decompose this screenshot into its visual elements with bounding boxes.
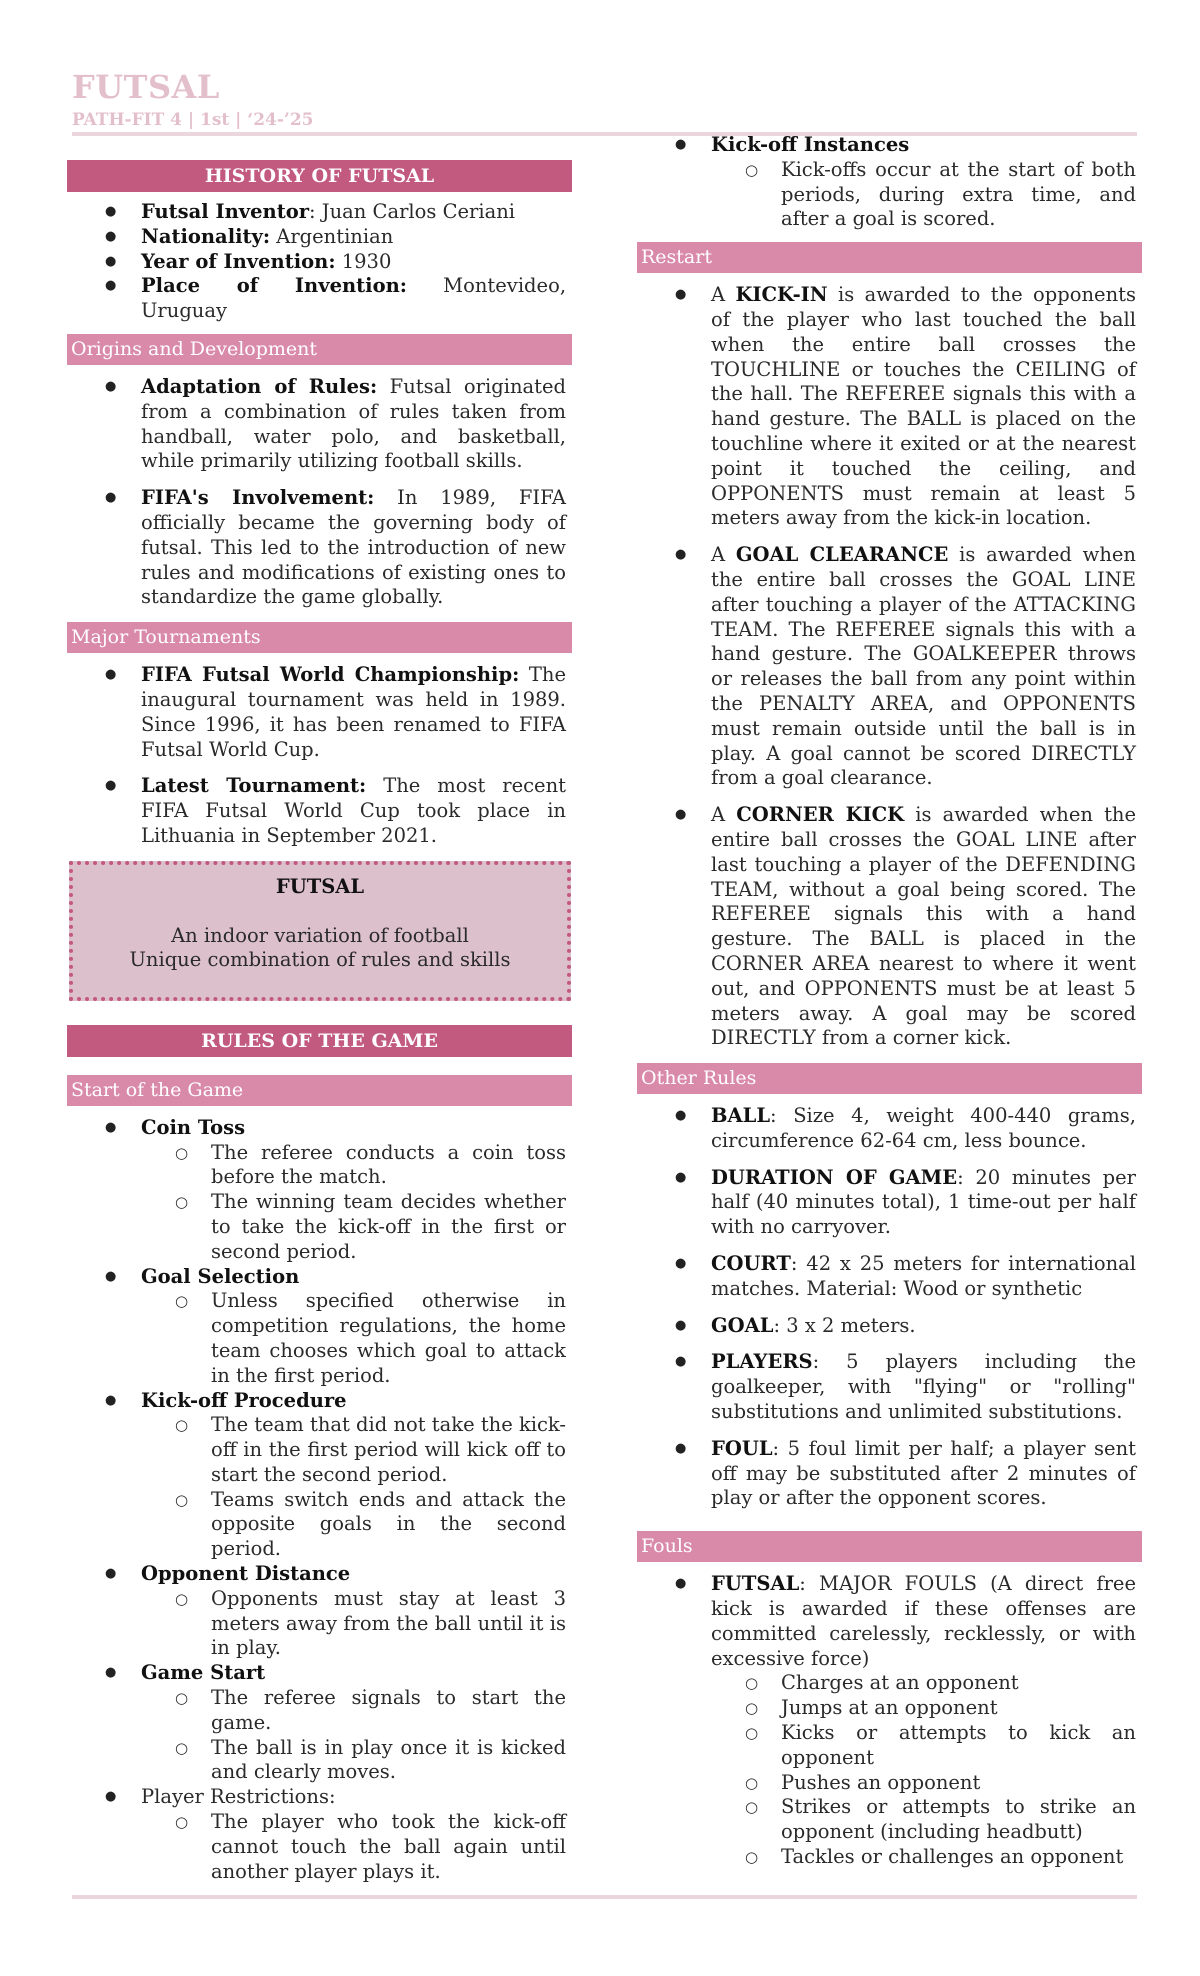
- sub-list-item: ○ The referee signals to start the game.: [141, 1686, 566, 1736]
- sub-list-item: ○ Teams switch ends and attack the opposite goals in the second period.: [141, 1488, 566, 1562]
- sub-list-item: ○ The team that did not take the kick-off in the first period will kick off to start the second period.: [141, 1413, 566, 1487]
- list-item: ● Player Restrictions: ○ The player who took the kick-off cannot touch the ball again until another player plays it.: [67, 1785, 572, 1884]
- list-item: ● COURT: 42 x 25 meters for international matches. Material: Wood or synthetic: [637, 1252, 1142, 1302]
- other-rules-list: [637, 1104, 1142, 1511]
- restart-list: [637, 283, 1142, 1051]
- list-item: ● FOUL: 5 foul limit per half; a player sent off may be substituted after 2 minutes of play or after the opponent scores.: [637, 1437, 1142, 1511]
- restart-heading: Restart: [637, 242, 1142, 273]
- list-item: ● Kick-off Instances ○ Kick-offs occur at the start of both periods, during extra time, and after a goal is scored.: [637, 133, 1142, 232]
- list-item: ● FIFA Futsal World Championship: The inaugural tournament was held in 1989. Since 1996, it has been renamed to FIFA Futsal World Cup.: [67, 663, 572, 762]
- page-subtitle: PATH-FIT 4 | 1st | ‘24-’25: [72, 110, 314, 130]
- list-item: ● Place of Invention: Montevideo, Uruguay: [67, 274, 572, 324]
- tournaments-list: [67, 663, 572, 849]
- list-item: ● A GOAL CLEARANCE is awarded when the entire ball crosses the GOAL LINE after touching a player of the ATTACKING TEAM. The REFEREE signals this with a hand gesture. The GOALKEEPER throws or releases the ball from any point within the PENALTY AREA, and OPPONENTS must remain outside until the ball is in play. A goal cannot be scored DIRECTLY from a goal clearance.: [637, 543, 1142, 791]
- list-item: ● FIFA's Involvement: In 1989, FIFA officially became the governing body of futsal. This led to the introduction of new rules and modifications of existing ones to standardize the game globally.: [67, 486, 572, 610]
- callout-line: Unique combination of rules and skills: [129, 948, 511, 972]
- sub-list-item: ○ Opponents must stay at least 3 meters away from the ball until it is in play.: [141, 1587, 566, 1661]
- list-item: ● Nationality: Argentinian: [67, 225, 572, 250]
- fouls-list: [637, 1572, 1142, 1870]
- history-heading: HISTORY OF FUTSAL: [67, 160, 572, 192]
- list-item: ● PLAYERS: 5 players including the goalkeeper, with "flying" or "rolling" substitutions and unlimited substitutions.: [637, 1350, 1142, 1424]
- callout-title: FUTSAL: [275, 874, 365, 898]
- start-heading: Start of the Game: [67, 1075, 572, 1106]
- list-item: ● A KICK-IN is awarded to the opponents of the player who last touched the ball when the entire ball crosses the TOUCHLINE or touches the CEILING of the hall. The REFEREE signals this with a hand gesture. The BALL is placed on the touchline where it exited or at the nearest point it touched the ceiling, and OPPONENTS must remain at least 5 meters away from the kick-in location.: [637, 283, 1142, 531]
- left-column: [67, 160, 572, 1884]
- right-column: [637, 133, 1142, 1870]
- sub-list-item: ○ Charges at an opponent: [711, 1671, 1136, 1696]
- tournaments-heading: Major Tournaments: [67, 622, 572, 653]
- kickoff-instances-list: [637, 133, 1142, 232]
- list-item: ● Opponent Distance ○ Opponents must stay at least 3 meters away from the ball until it is in play.: [67, 1562, 572, 1661]
- list-item: ● Goal Selection ○ Unless specified otherwise in competition regulations, the home team chooses which goal to attack in the first period.: [67, 1265, 572, 1389]
- sub-list-item: ○ Kick-offs occur at the start of both periods, during extra time, and after a goal is scored.: [711, 158, 1136, 232]
- list-item: ● FUTSAL: MAJOR FOULS (A direct free kick is awarded if these offenses are committed carelessly, recklessly, or with excessive force) ○ Charges at an opponent ○ Jumps at an opponent ○ Kicks or attempts to kick an opponent ○ Pushes an opponent ○ Strikes or attempts to strike an opponent (including headbutt) ○ Tackles or challenges an opponent: [637, 1572, 1142, 1870]
- sub-list-item: ○ Unless specified otherwise in competition regulations, the home team chooses which goal to attack in the first period.: [141, 1289, 566, 1388]
- sub-list-item: ○ The referee conducts a coin toss before the match.: [141, 1141, 566, 1191]
- fouls-heading: Fouls: [637, 1531, 1142, 1562]
- futsal-callout-box: [69, 861, 571, 1001]
- list-item: ● Game Start ○ The referee signals to start the game. ○ The ball is in play once it is kicked and clearly moves.: [67, 1661, 572, 1785]
- list-item: ● Year of Invention: 1930: [67, 250, 572, 275]
- sub-list-item: ○ Jumps at an opponent: [711, 1696, 1136, 1721]
- sub-list-item: ○ The winning team decides whether to take the kick-off in the first or second period.: [141, 1190, 566, 1264]
- start-of-game-list: [67, 1116, 572, 1885]
- callout-line: An indoor variation of football: [171, 923, 469, 947]
- origins-heading: Origins and Development: [67, 334, 572, 365]
- list-item: ● BALL: Size 4, weight 400-440 grams, circumference 62-64 cm, less bounce.: [637, 1104, 1142, 1154]
- origins-list: [67, 375, 572, 610]
- sub-list-item: ○ The ball is in play once it is kicked and clearly moves.: [141, 1736, 566, 1786]
- sub-list-item: ○ Kicks or attempts to kick an opponent: [711, 1721, 1136, 1771]
- list-item: ● Futsal Inventor: Juan Carlos Ceriani: [67, 200, 572, 225]
- bottom-divider: [72, 1895, 1137, 1899]
- list-item: ● A CORNER KICK is awarded when the entire ball crosses the GOAL LINE after last touching a player of the DEFENDING TEAM, without a goal being scored. The REFEREE signals this with a hand gesture. The BALL is placed in the CORNER AREA nearest to where it went out, and OPPONENTS must be at least 5 meters away. A goal may be scored DIRECTLY from a corner kick.: [637, 803, 1142, 1051]
- list-item: ● Coin Toss ○ The referee conducts a coin toss before the match. ○ The winning team decides whether to take the kick-off in the first or second period.: [67, 1116, 572, 1265]
- sub-list-item: ○ Tackles or challenges an opponent: [711, 1845, 1136, 1870]
- rules-heading: RULES OF THE GAME: [67, 1025, 572, 1057]
- list-item: ● Latest Tournament: The most recent FIFA Futsal World Cup took place in Lithuania in September 2021.: [67, 774, 572, 848]
- list-item: ● DURATION OF GAME: 20 minutes per half (40 minutes total), 1 time-out per half with no carryover.: [637, 1166, 1142, 1240]
- list-item: ● Kick-off Procedure ○ The team that did not take the kick-off in the first period will kick off to start the second period. ○ Teams switch ends and attack the opposite goals in the second period.: [67, 1389, 572, 1563]
- sub-list-item: ○ The player who took the kick-off cannot touch the ball again until another player plays it.: [141, 1810, 566, 1884]
- page-title: FUTSAL: [72, 68, 220, 106]
- history-facts: [67, 200, 572, 324]
- list-item: ● GOAL: 3 x 2 meters.: [637, 1314, 1142, 1339]
- sub-list-item: ○ Strikes or attempts to strike an opponent (including headbutt): [711, 1795, 1136, 1845]
- list-item: ● Adaptation of Rules: Futsal originated from a combination of rules taken from handball, water polo, and basketball, while primarily utilizing football skills.: [67, 375, 572, 474]
- sub-list-item: ○ Pushes an opponent: [711, 1771, 1136, 1796]
- other-rules-heading: Other Rules: [637, 1063, 1142, 1094]
